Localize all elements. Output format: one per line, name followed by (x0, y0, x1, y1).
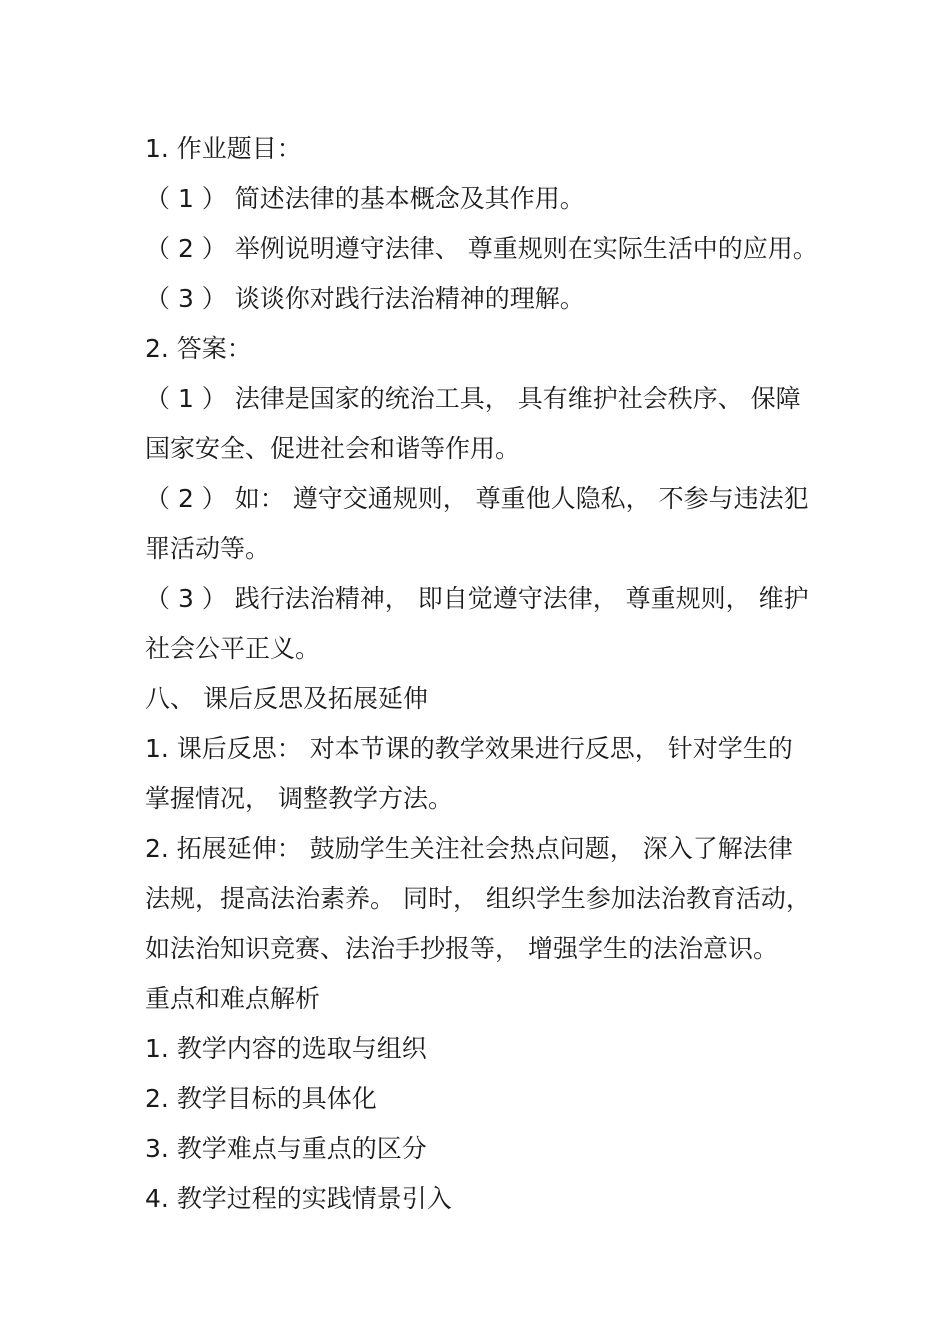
homework-question-2: （ 2 ） 举例说明遵守法律、 尊重规则在实际生活中的应用。 (145, 234, 818, 263)
key-point-1: 1. 教学内容的选取与组织 (145, 1034, 427, 1063)
key-point-4: 4. 教学过程的实践情景引入 (145, 1184, 452, 1213)
homework-question-1: （ 1 ） 简述法律的基本概念及其作用。 (145, 184, 585, 213)
homework-heading: 1. 作业题目： (145, 134, 302, 163)
answer-1-line-2: 国家安全、促进社会和谐等作用。 (145, 434, 521, 463)
extension-line-2: 法规，提高法治素养。 同时， 组织学生参加法治教育活动， (145, 884, 811, 913)
document-body (145, 124, 845, 1224)
key-point-2: 2. 教学目标的具体化 (145, 1084, 377, 1113)
answer-3-line-2: 社会公平正义。 (145, 634, 321, 663)
key-points-heading: 重点和难点解析 (145, 984, 321, 1013)
section-8-heading: 八、 课后反思及拓展延伸 (145, 684, 428, 713)
extension-line-1: 2. 拓展延伸： 鼓励学生关注社会热点问题， 深入了解法律 (145, 834, 793, 863)
extension-line-3: 如法治知识竞赛、法治手抄报等， 增强学生的法治意识。 (145, 934, 778, 963)
answer-3-line-1: （ 3 ） 践行法治精神， 即自觉遵守法律， 尊重规则， 维护 (145, 584, 809, 613)
key-point-3: 3. 教学难点与重点的区分 (145, 1134, 427, 1163)
answer-2-line-1: （ 2 ） 如： 遵守交通规则， 尊重他人隐私， 不参与违法犯 (145, 484, 809, 513)
answer-1-line-1: （ 1 ） 法律是国家的统治工具， 具有维护社会秩序、 保障 (145, 384, 801, 413)
homework-question-3: （ 3 ） 谈谈你对践行法治精神的理解。 (145, 284, 585, 313)
answers-heading: 2. 答案： (145, 334, 252, 363)
reflection-line-2: 掌握情况， 调整教学方法。 (145, 784, 453, 813)
reflection-line-1: 1. 课后反思： 对本节课的教学效果进行反思， 针对学生的 (145, 734, 793, 763)
answer-2-line-2: 罪活动等。 (145, 534, 271, 563)
